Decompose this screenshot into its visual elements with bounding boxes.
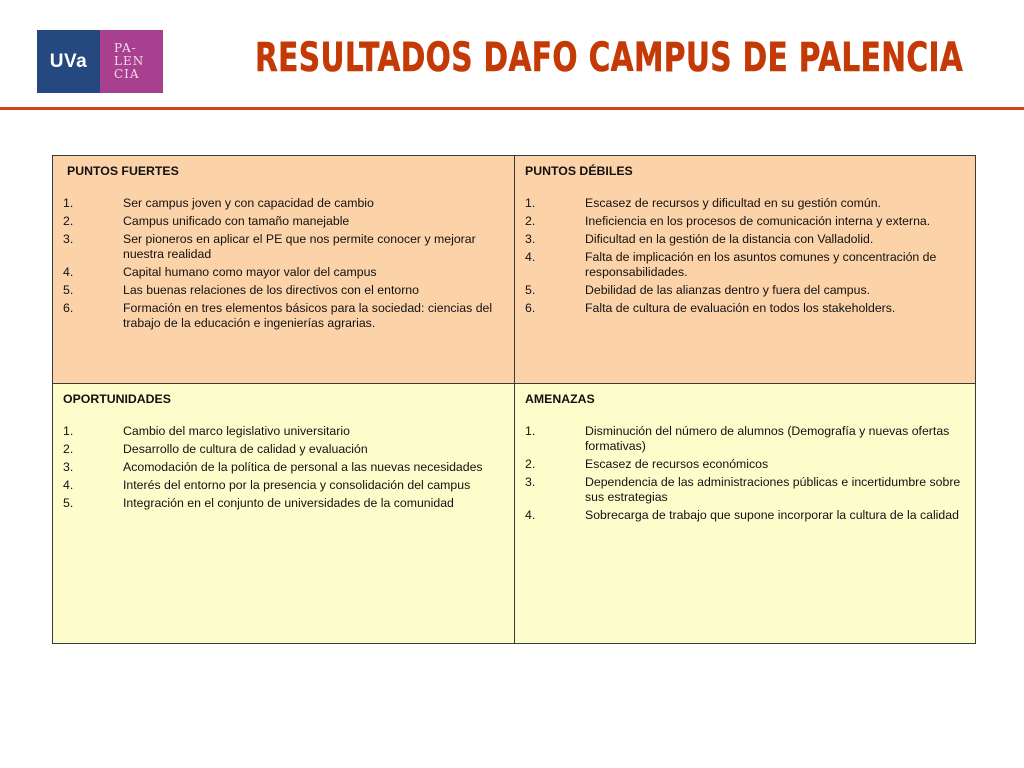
list-item xyxy=(525,232,965,247)
list-item-number: 3. xyxy=(63,460,74,474)
list-item xyxy=(63,265,504,280)
list-item xyxy=(63,232,504,262)
list-item-text: Desarrollo de cultura de calidad y evaluación xyxy=(123,442,368,456)
list-item xyxy=(63,196,504,211)
dafo-matrix xyxy=(52,155,976,644)
list-item xyxy=(63,496,504,511)
oportunidades-heading: OPORTUNIDADES xyxy=(63,392,171,406)
list-item-number: 4. xyxy=(525,250,536,264)
list-item xyxy=(525,508,965,523)
list-item-number: 6. xyxy=(525,301,536,315)
list-item-text: Formación en tres elementos básicos para la sociedad: ciencias del trabajo de la educación e ingenierías agrarias. xyxy=(123,301,493,330)
list-item-text: Disminución del número de alumnos (Demografía y nuevas ofertas formativas) xyxy=(585,424,950,453)
list-item-number: 1. xyxy=(63,424,74,438)
list-item-text: Escasez de recursos económicos xyxy=(585,457,769,471)
amenazas-list xyxy=(525,424,965,523)
list-item-number: 1. xyxy=(525,196,536,210)
list-item xyxy=(525,214,965,229)
list-item-number: 2. xyxy=(525,214,536,228)
debilidades-list xyxy=(525,196,965,316)
fortalezas-list xyxy=(63,196,504,331)
list-item xyxy=(63,283,504,298)
list-item xyxy=(63,442,504,457)
oportunidades-list xyxy=(63,424,504,511)
list-item-text: Ineficiencia en los procesos de comunicación interna y externa. xyxy=(585,214,931,228)
logo-palencia-line: PA- xyxy=(114,41,137,55)
list-item-number: 1. xyxy=(525,424,536,438)
fortalezas-cell xyxy=(53,156,515,384)
list-item xyxy=(63,214,504,229)
list-item-number: 3. xyxy=(63,232,74,246)
list-item-number: 2. xyxy=(63,442,74,456)
list-item-text: Debilidad de las alianzas dentro y fuera del campus. xyxy=(585,283,871,297)
list-item xyxy=(525,424,965,454)
amenazas-cell xyxy=(515,384,975,643)
list-item-text: Interés del entorno por la presencia y consolidación del campus xyxy=(123,478,471,492)
page-title: RESULTADOS DAFO CAMPUS DE PALENCIA xyxy=(255,35,964,81)
debilidades-heading: PUNTOS DÉBILES xyxy=(525,164,633,178)
list-item-number: 3. xyxy=(525,232,536,246)
list-item-number: 4. xyxy=(63,265,74,279)
list-item-number: 6. xyxy=(63,301,74,315)
list-item-text: Sobrecarga de trabajo que supone incorporar la cultura de la calidad xyxy=(585,508,959,522)
list-item xyxy=(63,478,504,493)
list-item-text: Ser campus joven y con capacidad de cambio xyxy=(123,196,374,210)
uva-palencia-logo xyxy=(37,30,163,93)
list-item-text: Falta de implicación en los asuntos comunes y concentración de responsabilidades. xyxy=(585,250,937,279)
list-item-number: 2. xyxy=(525,457,536,471)
list-item-text: Ser pioneros en aplicar el PE que nos permite conocer y mejorar nuestra realidad xyxy=(123,232,476,261)
list-item xyxy=(525,250,965,280)
list-item xyxy=(63,424,504,439)
list-item xyxy=(525,283,965,298)
list-item-number: 1. xyxy=(63,196,74,210)
oportunidades-cell xyxy=(53,384,515,643)
list-item-text: Capital humano como mayor valor del campus xyxy=(123,265,377,279)
list-item-text: Dependencia de las administraciones públicas e incertidumbre sobre sus estrategias xyxy=(585,475,961,504)
list-item-number: 2. xyxy=(63,214,74,228)
list-item-text: Integración en el conjunto de universidades de la comunidad xyxy=(123,496,454,510)
list-item-text: Dificultad en la gestión de la distancia con Valladolid. xyxy=(585,232,874,246)
list-item xyxy=(525,196,965,211)
list-item-number: 4. xyxy=(63,478,74,492)
list-item xyxy=(525,457,965,472)
list-item xyxy=(63,460,504,475)
list-item-text: Acomodación de la política de personal a las nuevas necesidades xyxy=(123,460,483,474)
logo-palencia-line: LEN xyxy=(114,54,145,68)
logo-palencia-line: CIA xyxy=(114,67,140,81)
amenazas-heading: AMENAZAS xyxy=(525,392,595,406)
list-item-number: 5. xyxy=(63,496,74,510)
logo-palencia-block xyxy=(100,30,163,93)
list-item xyxy=(525,475,965,505)
fortalezas-heading: PUNTOS FUERTES xyxy=(67,164,179,178)
list-item-text: Campus unificado con tamaño manejable xyxy=(123,214,350,228)
list-item-number: 5. xyxy=(63,283,74,297)
list-item-text: Escasez de recursos y dificultad en su gestión común. xyxy=(585,196,881,210)
title-divider xyxy=(0,107,1024,110)
logo-uva-block: UVa xyxy=(37,30,100,93)
debilidades-cell xyxy=(515,156,975,384)
list-item-number: 3. xyxy=(525,475,536,489)
list-item xyxy=(525,301,965,316)
list-item xyxy=(63,301,504,331)
list-item-number: 5. xyxy=(525,283,536,297)
list-item-text: Las buenas relaciones de los directivos con el entorno xyxy=(123,283,419,297)
list-item-number: 4. xyxy=(525,508,536,522)
list-item-text: Cambio del marco legislativo universitario xyxy=(123,424,350,438)
list-item-text: Falta de cultura de evaluación en todos los stakeholders. xyxy=(585,301,896,315)
